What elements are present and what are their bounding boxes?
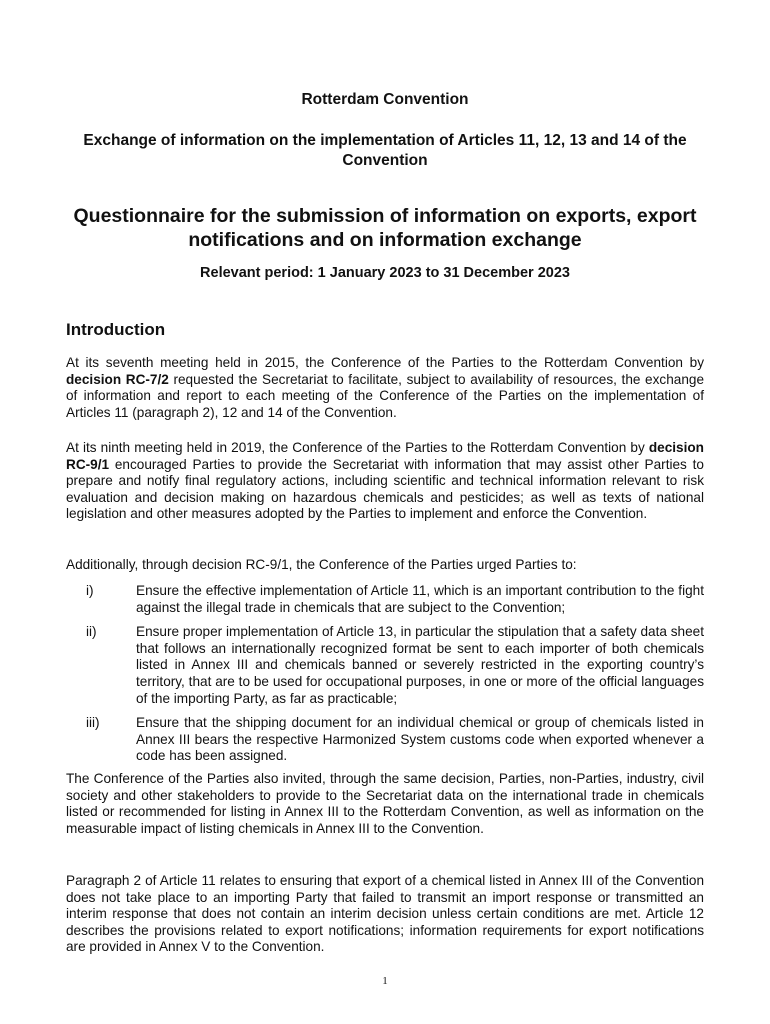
list-item-number: ii)	[86, 624, 97, 640]
decision-rc-7-2: decision RC-7/2	[66, 371, 169, 387]
questionnaire-title: Questionnaire for the submission of information on exports, export notifications and on information exchange	[73, 205, 697, 251]
paragraph-5: Paragraph 2 of Article 11 relates to ensuring that export of a chemical listed in Annex III of the Convention does not take place to an importing Party that failed to transmit an import response or transmitted an interim response that does not contain an interim decision unless certain conditions are met. Article 12 describes the provisions related to export notifications; information requirements for export notifications are provided in Annex V to the Convention.	[66, 873, 704, 955]
list-item	[66, 715, 704, 765]
decision-rc-9-1: decision RC-9/1	[66, 440, 704, 472]
list-item-text: Ensure that the shipping document for an individual chemical or group of chemicals listed in Annex III bears the respective Harmonized System customs code when exported whenever a code has been assigned.	[136, 715, 704, 764]
list-item-number: iii)	[86, 715, 100, 731]
paragraph-2: At its ninth meeting held in 2019, the Conference of the Parties to the Rotterdam Convention by decision RC-9/1 encouraged Parties to provide the Secretariat with information that may assist other Parties to prepare and notify final regulatory actions, including scientific and technical information relevant to risk evaluation and decision making on hazardous chemicals and pesticides; as well as texts of national legislation and other measures adopted by the Parties to implement and enforce the Convention.	[66, 440, 704, 522]
list-item	[66, 624, 704, 707]
list-item-text: Ensure the effective implementation of Article 11, which is an important contribution to the fight against the illegal trade in chemicals that are subject to the Convention;	[136, 583, 704, 615]
relevant-period: Relevant period: 1 January 2023 to 31 December 2023	[200, 265, 570, 281]
paragraph-4: The Conference of the Parties also invited, through the same decision, Parties, non-Parties, industry, civil society and other stakeholders to provide to the Secretariat data on the international trade in chemicals listed or recommended for listing in Annex III to the Rotterdam Convention, as well as information on the measurable impact of listing chemicals in Annex III to the Convention.	[66, 771, 704, 836]
introduction-heading: Introduction	[66, 320, 166, 339]
list-item-text: Ensure proper implementation of Article 13, in particular the stipulation that a safety data sheet that follows an internationally recognized format be sent to each importer of both chemicals listed in Annex III and chemicals banned or severely restricted in the exporting country’s territory, that are to be used for occupational purposes, in one or more of the official languages of the importing Party, as far as practicable;	[136, 624, 704, 706]
paragraph-1: At its seventh meeting held in 2015, the Conference of the Parties to the Rotterdam Convention by decision RC-7/2 requested the Secretariat to facilitate, subject to availability of resources, the exchange of information and report to each meeting of the Conference of the Parties on the implementation of Articles 11 (paragraph 2), 12 and 14 of the Convention.	[66, 355, 705, 420]
list-item-number: i)	[86, 583, 94, 598]
page-number: 1	[382, 975, 388, 987]
document-subtitle: Exchange of information on the implementation of Articles 11, 12, 13 and 14 of the Convention	[83, 132, 687, 169]
list-item	[66, 583, 704, 616]
convention-title: Rotterdam Convention	[301, 91, 469, 108]
urged-actions-list	[66, 583, 704, 773]
paragraph-3: Additionally, through decision RC-9/1, the Conference of the Parties urged Parties to:	[66, 557, 577, 572]
